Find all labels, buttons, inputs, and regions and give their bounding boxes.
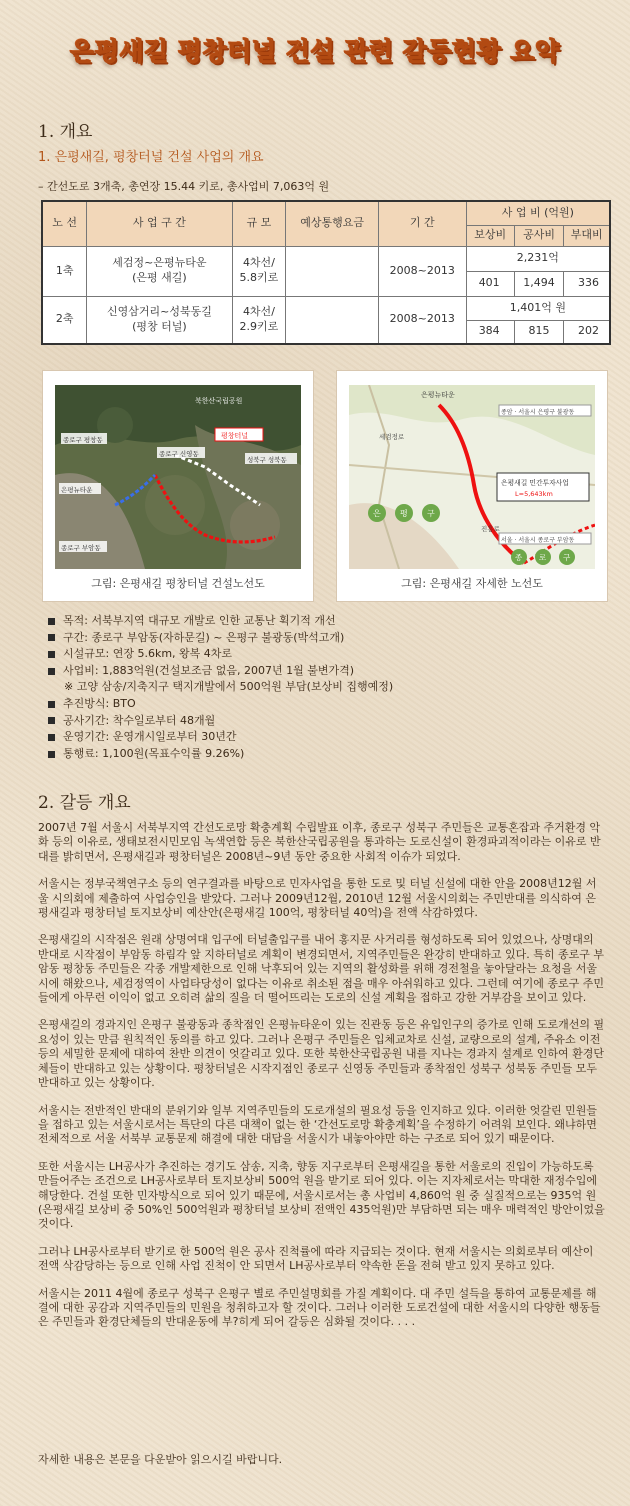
cell-section bbox=[87, 246, 232, 296]
bullet-square-icon bbox=[48, 717, 55, 724]
cell-section-line1: 신영삼거리~성북동길 bbox=[106, 304, 212, 318]
map-gu-5: 로 bbox=[539, 553, 547, 562]
list-item-text: 목적: 서북부지역 대규모 개발로 인한 교통난 획기적 개선 bbox=[63, 614, 336, 627]
map-label-road2: 진흥로 bbox=[481, 525, 500, 533]
satellite-route-map bbox=[55, 385, 301, 569]
cell-scale bbox=[232, 296, 286, 344]
map-gu-6: 구 bbox=[563, 553, 571, 562]
cell-section-line2: (평창 터널) bbox=[132, 319, 187, 333]
th-compensation: 보상비 bbox=[466, 225, 514, 246]
list-item-text: 통행료: 1,100원(목표수익률 9.26%) bbox=[63, 746, 245, 760]
list-item bbox=[48, 713, 393, 730]
map-label-3: 성북구 성북동 bbox=[247, 456, 287, 464]
th-toll: 예상통행요금 bbox=[286, 201, 379, 246]
paragraph: 그러나 LH공사로부터 받기로 한 500억 원은 공사 진척률에 따라 지급되는 것이다. 현재 서울시는 의회로부터 예산이 전액 삭감당하는 등으로 인해 사업 진척이 안 되면서 LH공사로부터 약속한 돈을 전혀 받고 있지 못하고 있다. bbox=[38, 1244, 594, 1273]
list-item bbox=[48, 646, 393, 663]
list-item-text: 시설규모: 연장 5.6km, 왕복 4차로 bbox=[63, 647, 233, 661]
list-item bbox=[48, 630, 393, 647]
paragraph: 은평새길의 경과지인 은평구 불광동과 종착점인 은평뉴타운이 있는 진관동 등은 유입인구의 증가로 인해 도로개선의 필요성이 있는 만큼 원칙적인 동의를 하고 있다. 그러나 은평구 주민들은 입체교차로 신설, 교량으로의 설계, 주유소 이전 등의 세밀한 문제에 대하여 찬반 의견이 엇갈리고 있다. 또한 북한산국립공원 내를 지나는 경과지 설계로 인하여 환경단체들이 반대하고 있는 상황이다. 평창터널은 시작지점인 종로구 신영동 주민들과 종착점인 성북구 성북동 주민들 모두 반대하고 있는 상황이다. bbox=[38, 1018, 605, 1090]
map-label-tunnel: 평창터널 bbox=[221, 432, 249, 440]
th-section: 사 업 구 간 bbox=[87, 201, 232, 246]
map-label-2: 종로구 신영동 bbox=[159, 450, 199, 458]
th-construction: 공사비 bbox=[514, 225, 564, 246]
list-item bbox=[48, 746, 393, 763]
map-label-mountain: 북한산국립공원 bbox=[195, 397, 243, 405]
list-subnote: ※ 고양 삼송/지축지구 택지개발에서 500억원 부담(보상비 집행예정) bbox=[64, 680, 394, 694]
project-facts-list bbox=[48, 613, 393, 762]
cell-misc: 336 bbox=[564, 271, 610, 296]
bullet-square-icon bbox=[48, 651, 55, 658]
section1-heading: 1. 개요 bbox=[38, 122, 93, 142]
map-gu-4: 종 bbox=[515, 553, 523, 562]
cell-section-line1: 세검정~은평뉴타운 bbox=[112, 256, 207, 270]
cell-total: 1,401억 원 bbox=[466, 296, 610, 320]
map-label-5: 종로구 부암동 bbox=[61, 544, 101, 552]
map-gu-1: 은 bbox=[373, 509, 381, 518]
conflict-overview bbox=[38, 821, 606, 1343]
list-item-text: 추진방식: BTO bbox=[63, 696, 136, 710]
cell-construction: 815 bbox=[514, 320, 564, 344]
table-row bbox=[42, 246, 610, 271]
cell-construction: 1,494 bbox=[514, 271, 564, 296]
bullet-square-icon bbox=[48, 751, 55, 758]
map-gu-3: 구 bbox=[427, 509, 435, 518]
cell-route: 2축 bbox=[42, 296, 87, 344]
paragraph: 서울시는 전반적인 반대의 분위기와 일부 지역주민들의 도로개설의 필요성 등을 인지하고 있다. 이러한 엇갈린 민원들을 접하고 있는 서울시로서는 특단의 다른 대책이 없는 한 ‘간선도로망 확충계획’을 수정하기 어려워 보인다. 왜냐하면 전체적으로 서울 서북부 교통문제 해결에 대한 대답을 서울시가 내놓아야만 하는 구조로 되어 있기 때문이다. bbox=[38, 1103, 597, 1146]
map-label-road1: 세검정로 bbox=[379, 433, 405, 441]
map-gu-2: 평 bbox=[400, 509, 408, 518]
th-budget: 사 업 비 (억원) bbox=[466, 201, 610, 225]
th-scale: 규 모 bbox=[232, 201, 286, 246]
map-label-r1: 종암 · 서울시 은평구 불광동 bbox=[501, 409, 575, 416]
bullet-square-icon bbox=[48, 634, 55, 641]
project-table bbox=[41, 200, 611, 345]
cell-scale-line1: 4차선/ bbox=[242, 256, 275, 270]
cell-period: 2008~2013 bbox=[378, 246, 466, 296]
list-item bbox=[48, 696, 393, 713]
cell-period: 2008~2013 bbox=[378, 296, 466, 344]
title-band bbox=[0, 0, 630, 100]
cell-misc: 202 bbox=[564, 320, 610, 344]
map-label-box: 은평새길 민간투자사업 bbox=[501, 479, 569, 487]
closing-note: 자세한 내용은 본문을 다운받아 읽으시길 바랍니다. bbox=[38, 1453, 283, 1466]
map-figures bbox=[42, 370, 608, 602]
cell-compensation: 401 bbox=[466, 271, 514, 296]
satellite-map-card bbox=[42, 370, 314, 602]
detail-map-card bbox=[336, 370, 608, 602]
bullet-square-icon bbox=[48, 668, 55, 675]
map-label-4: 은평뉴타운 bbox=[61, 486, 93, 494]
project-summary: – 간선도로 3개축, 총연장 15.44 키로, 총사업비 7,063억 원 bbox=[38, 180, 330, 193]
map-label-r2: 서울 · 서울시 종로구 부암동 bbox=[501, 537, 575, 544]
list-item bbox=[48, 729, 393, 746]
section2-heading: 2. 갈등 개요 bbox=[38, 793, 131, 813]
cell-scale-line2: 2.9키로 bbox=[239, 319, 279, 333]
th-route: 노 선 bbox=[42, 201, 87, 246]
cell-route: 1축 bbox=[42, 246, 87, 296]
list-item-text: 구간: 종로구 부암동(자하문길) ~ 은평구 불광동(박석고개) bbox=[63, 630, 345, 644]
th-misc: 부대비 bbox=[564, 225, 610, 246]
paragraph: 은평새길의 시작점은 원래 상명여대 입구에 터널출입구를 내어 홍지문 사거리를 형성하도록 되어 있었으나, 상명대의 반대로 시작점이 부암동 하림각 앞 지하터널로 계획이 변경되면서, 지역주민들은 완강히 반대하고 있다. 특히 종로구 부암동 평창동 주민들은 각종 개발제한으로 인해 낙후되어 있는 지역의 활성화를 위해 경전철을 놓아달라는 요청을 서울시에 해왔으나, 세검정역이 사업타당성이 없다는 이유로 취소된 점을 매우 아쉬워하고 있다. 그런데 여기에 종로구 주민들에게 아무런 이익이 없고 오히려 삶의 질을 더 떨어뜨리는 도로의 신설 계획을 접하고 강한 거부감을 보이고 있다. bbox=[38, 933, 604, 1005]
paragraph: 서울시는 2011 4월에 종로구 성북구 은평구 별로 주민설명회를 가질 계획이다. 대 주민 설득을 통하여 교통문제를 해결에 대한 공감과 지역주민들의 민원을 청취하고자 할 것이다. 그러나 이러한 도로건설에 대한 서울시의 다양한 행동들은 주민들과 환경단체들의 반대운동에 부?히게 되어 갈등은 심화될 것이다. . . . bbox=[38, 1286, 601, 1329]
bullet-square-icon bbox=[48, 701, 55, 708]
cell-scale-line1: 4차선/ bbox=[242, 304, 275, 318]
cell-toll bbox=[286, 296, 379, 344]
paragraph: 또한 서울시는 LH공사가 추진하는 경기도 삼송, 지축, 향동 지구로부터 은평새길을 통한 서울로의 진입이 가능하도록 만들어주는 조건으로 LH공사로부터 토지보상비 500억 원을 받기로 되어 있다. 이는 지자체로서는 막대한 재정수입에 해당한다. 건설 또한 민자방식으로 되어 있기 때문에, 서울시로서는 총 사업비 4,860억 원 중 실질적으로는 935억 원(은평새길 보상비 중 50%인 500억원과 평창터널 보상비 전액인 435억원)만 부담하면 되는 매우 매력적인 방안이었을 것이다. bbox=[38, 1159, 605, 1231]
cell-section-line2: (은평 새길) bbox=[132, 271, 187, 284]
cell-compensation: 384 bbox=[466, 320, 514, 344]
section1-subheading: 1. 은평새길, 평창터널 건설 사업의 개요 bbox=[38, 150, 264, 165]
paragraph: 2007년 7월 서울시 서북부지역 간선도로망 확충계획 수립발표 이후, 종로구 성북구 주민들은 교통혼잡과 주거환경 악화 등의 이유로, 생태보전시민모임 녹색연합 등은 북한산국립공원을 통과하는 도로신설이 환경파괴적이라는 이유로 반대를 밝히면서, 은평새길과 평창터널은 2008년~9년 동안 중요한 사회적 이슈가 되었다. bbox=[38, 821, 601, 863]
list-item bbox=[48, 613, 393, 630]
list-item-text: 공사기간: 착수일로부터 48개월 bbox=[63, 713, 216, 727]
list-item bbox=[48, 663, 393, 680]
bullet-square-icon bbox=[48, 734, 55, 741]
page-title: 은평새길 평창터널 건설 관련 갈등현황 요약 bbox=[70, 37, 560, 66]
cell-toll bbox=[286, 246, 379, 296]
map-caption-right: 그림: 은평새길 자세한 노선도 bbox=[401, 577, 543, 590]
map-label-box2: L=5,643km bbox=[515, 490, 553, 498]
bullet-square-icon bbox=[48, 618, 55, 625]
cell-total: 2,231억 bbox=[466, 246, 610, 271]
list-item-text: 사업비: 1,883억원(건설보조금 없음, 2007년 1월 불변가격) bbox=[63, 663, 355, 677]
th-period: 기 간 bbox=[378, 201, 466, 246]
list-item-text: 운영기간: 운영개시일로부터 30년간 bbox=[63, 730, 237, 744]
table-row bbox=[42, 296, 610, 320]
map-label-1: 종로구 평창동 bbox=[63, 436, 103, 444]
paragraph: 서울시는 정부국책연구소 등의 연구결과를 바탕으로 민자사업을 통한 도로 및 터널 신설에 대한 안을 2008년12월 서울 시의회에 제출하여 사업승인을 받았다. 그러나 2009년12월, 2010년 12월 서울시의회는 주민반대를 의식하여 은평새길과 평창터널 토지보상비 예산안(은평새길 100억, 평창터널 40억)을 전액 삭감하였다. bbox=[38, 877, 597, 920]
map-caption-left: 그림: 은평새길 평창터널 건설노선도 bbox=[91, 577, 265, 590]
cell-section bbox=[87, 296, 232, 344]
cell-scale-line2: 5.8키로 bbox=[239, 271, 279, 284]
map-label-top: 은평뉴타운 bbox=[421, 391, 455, 399]
cell-scale bbox=[232, 246, 286, 296]
detail-route-map bbox=[349, 385, 595, 569]
